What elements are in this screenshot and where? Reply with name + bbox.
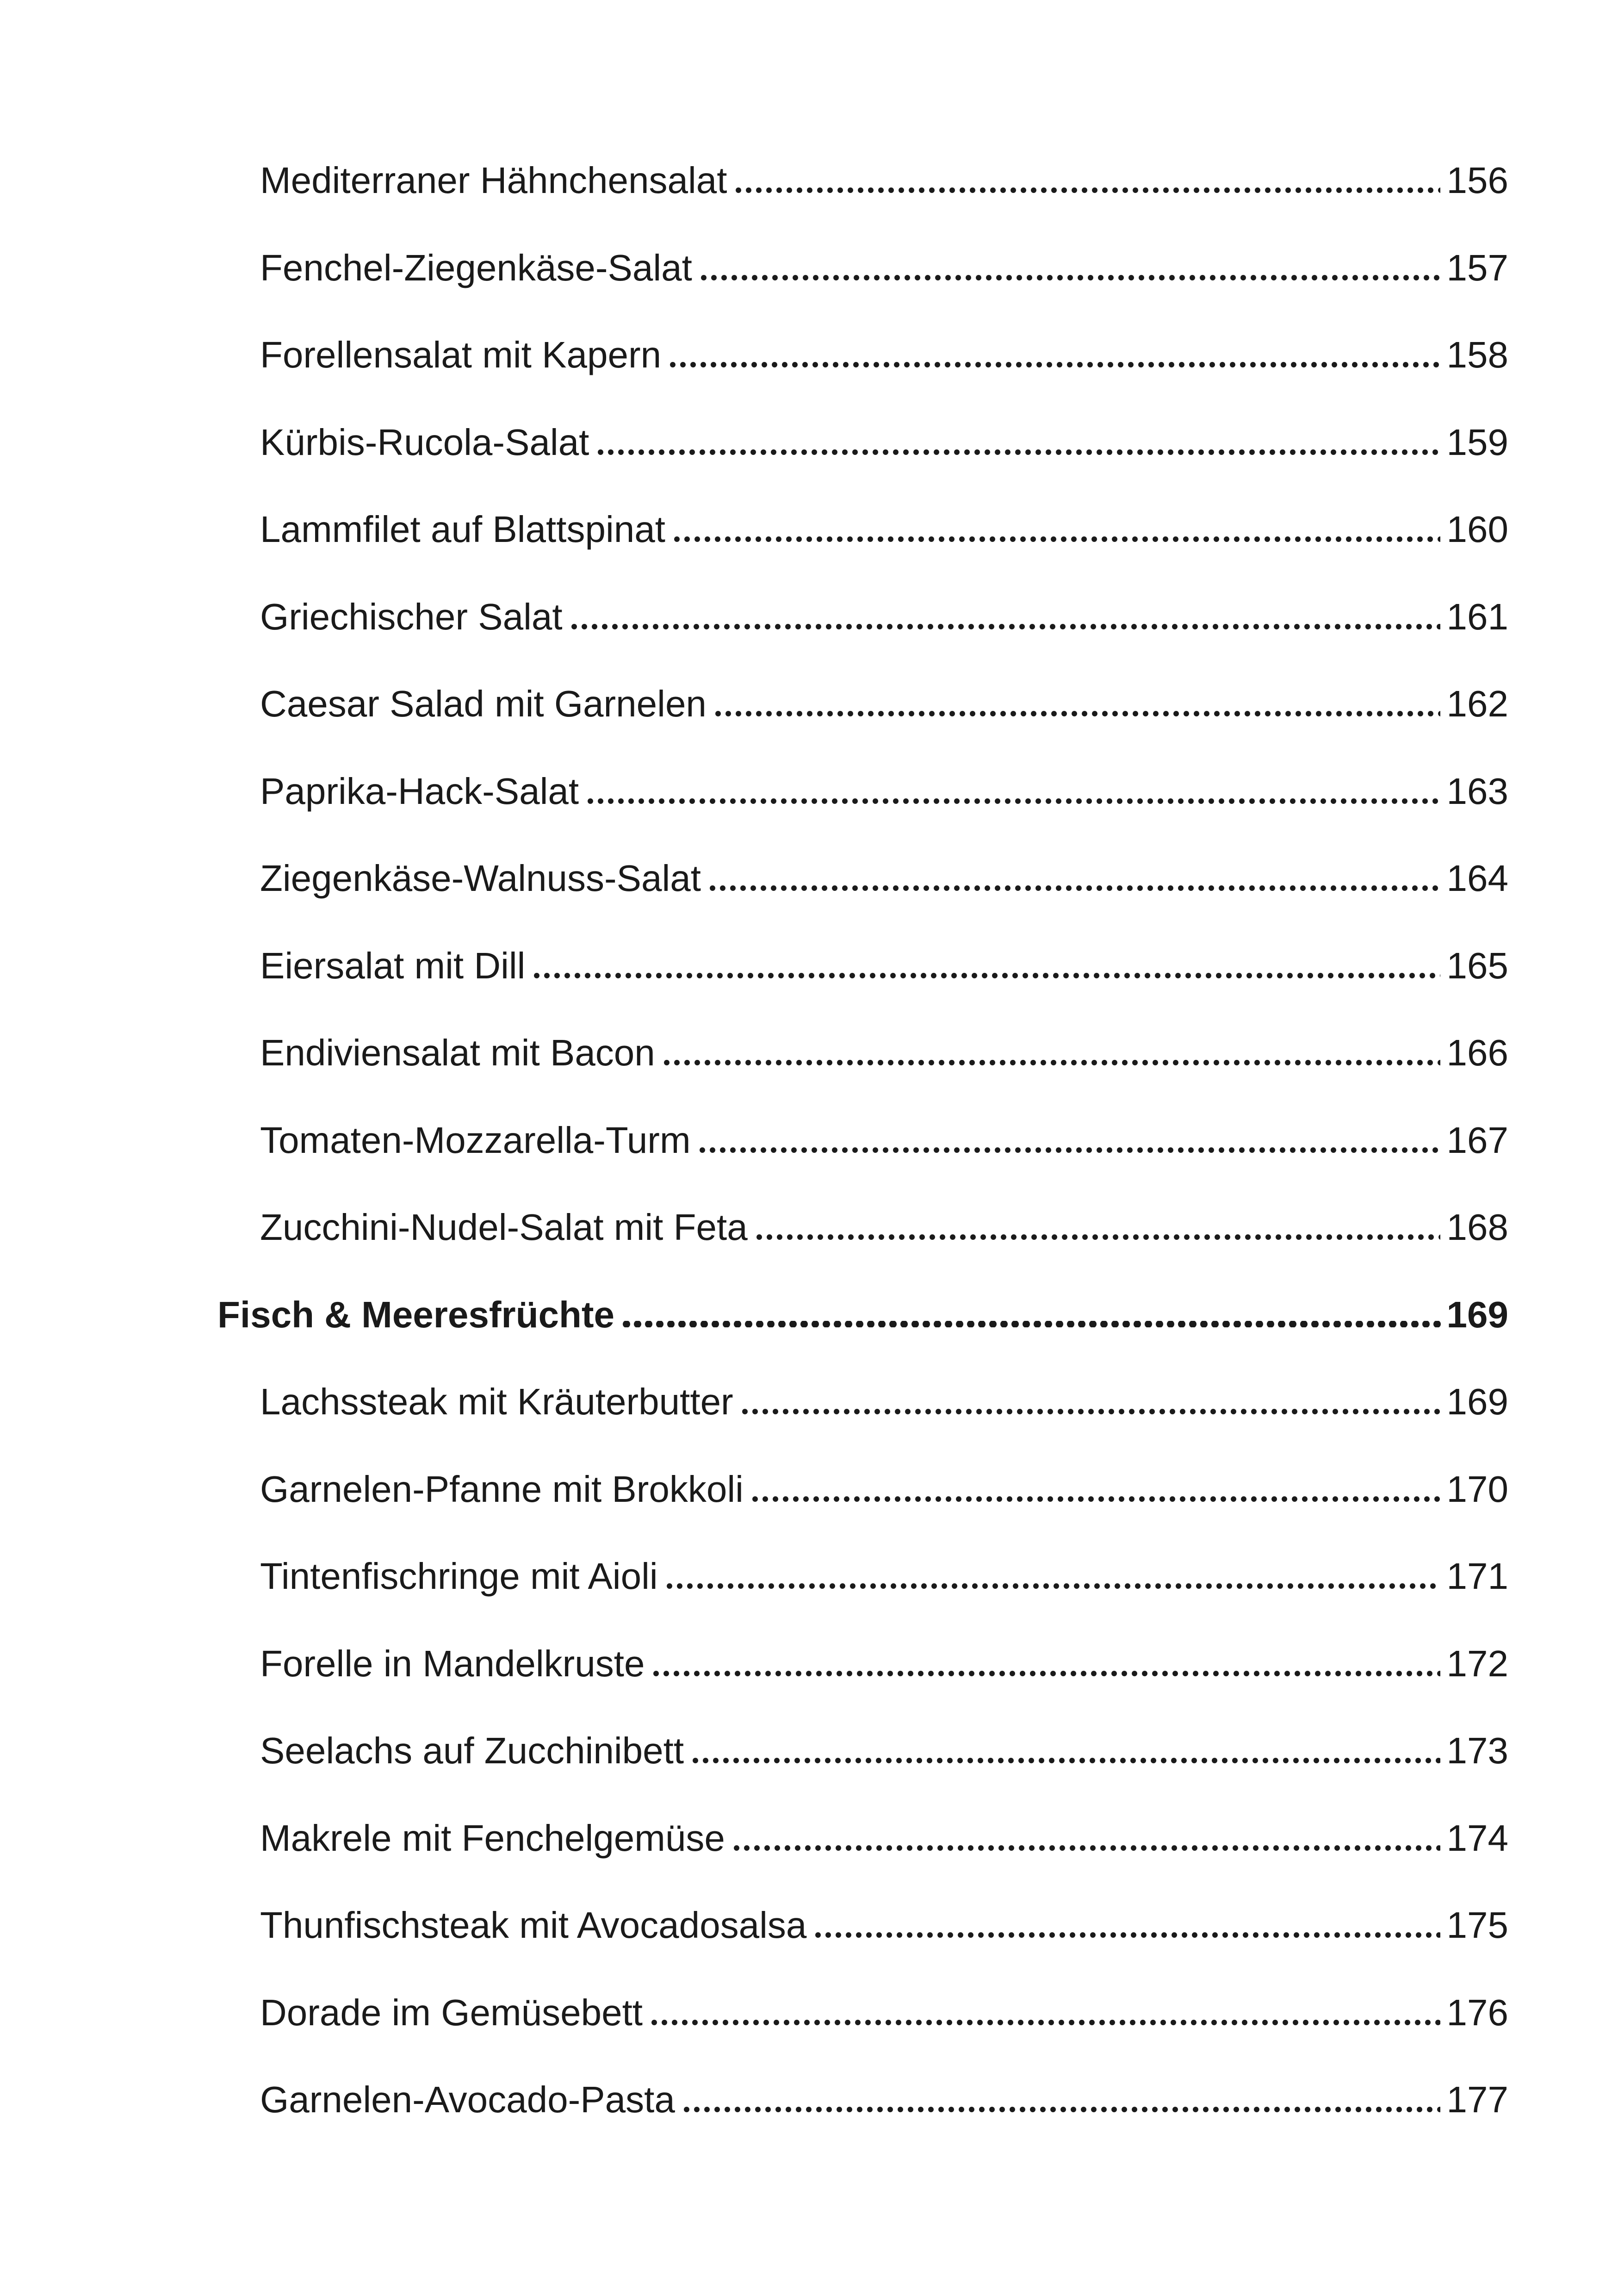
toc-entry-title: Lammfilet auf Blattspinat — [260, 509, 665, 550]
toc-entry-page-number: 169 — [1446, 1381, 1508, 1422]
toc-entry — [217, 1383, 1508, 1471]
toc-entry — [217, 1558, 1508, 1645]
toc-entry — [217, 770, 1508, 860]
dot-leader — [699, 273, 1440, 280]
toc-entry — [217, 947, 1508, 1035]
dot-leader — [682, 2105, 1440, 2112]
toc-entry-title: Griechischer Salat — [260, 596, 563, 637]
dot-leader — [621, 1320, 1444, 1327]
toc-entry-title: Kürbis-Rucola-Salat — [260, 421, 589, 463]
dot-leader — [569, 622, 1440, 629]
toc-entry-title: Ziegenkäse-Walnuss-Salat — [260, 858, 701, 899]
toc-entry — [217, 1209, 1508, 1296]
toc-entry-page-number: 162 — [1446, 683, 1508, 724]
toc-entry-page-number: 174 — [1446, 1817, 1508, 1859]
dot-leader — [733, 186, 1440, 193]
toc-entry — [217, 1034, 1508, 1122]
toc-entry-page-number: 160 — [1446, 509, 1508, 550]
toc-entry-page-number: 177 — [1446, 2079, 1508, 2120]
toc-entry-page-number: 161 — [1446, 596, 1508, 637]
dot-leader — [740, 1407, 1440, 1414]
toc-entry-page-number: 166 — [1446, 1032, 1508, 1073]
toc-entry-title: Caesar Salad mit Garnelen — [260, 683, 707, 724]
dot-leader — [672, 535, 1440, 542]
toc-entry — [217, 1645, 1508, 1733]
toc-entry-title: Forellensalat mit Kapern — [260, 334, 662, 375]
toc-entry-page-number: 163 — [1446, 770, 1508, 812]
dot-leader — [754, 1232, 1440, 1240]
toc-entry — [217, 249, 1508, 337]
toc-entry-title: Fenchel-Ziegenkäse-Salat — [260, 247, 692, 288]
toc-entry-title: Garnelen-Avocado-Pasta — [260, 2079, 675, 2120]
toc-entry-page-number: 170 — [1446, 1468, 1508, 1510]
toc-entry-title: Mediterraner Hähnchensalat — [260, 160, 727, 201]
toc-entry-title: Forelle in Mandelkruste — [260, 1643, 645, 1684]
toc-entry-page-number: 176 — [1446, 1991, 1508, 2033]
toc-section-heading — [217, 1296, 1508, 1384]
toc-entry — [217, 1817, 1508, 1907]
toc-entry-page-number: 175 — [1446, 1904, 1508, 1946]
toc-entry-title: Endiviensalat mit Bacon — [260, 1032, 655, 1073]
toc-entry — [217, 421, 1508, 511]
toc-entry — [217, 860, 1508, 947]
dot-leader — [707, 884, 1440, 891]
dot-leader — [668, 360, 1440, 367]
toc-entry-title: Fisch & Meeresfrüchte — [217, 1294, 615, 1335]
toc-entry — [217, 2081, 1508, 2169]
toc-entry — [217, 1904, 1508, 1994]
toc-entry-page-number: 168 — [1446, 1207, 1508, 1248]
toc-entry-title: Dorade im Gemüsebett — [260, 1991, 643, 2033]
toc-entry-page-number: 159 — [1446, 421, 1508, 463]
toc-entry — [217, 162, 1508, 249]
dot-leader — [585, 796, 1440, 804]
toc-entry-title: Eiersalat mit Dill — [260, 945, 526, 986]
dot-leader — [651, 1669, 1440, 1676]
toc-entry-page-number: 173 — [1446, 1730, 1508, 1771]
toc-entry-title: Paprika-Hack-Salat — [260, 770, 579, 812]
toc-entry-title: Zucchini-Nudel-Salat mit Feta — [260, 1207, 748, 1248]
toc-entry-page-number: 171 — [1446, 1556, 1508, 1597]
toc-entry-title: Tomaten-Mozzarella-Turm — [260, 1119, 691, 1161]
toc-entry-title: Garnelen-Pfanne mit Brokkoli — [260, 1468, 744, 1510]
toc-entry — [217, 1732, 1508, 1820]
toc-entry-title: Seelachs auf Zucchinibett — [260, 1730, 684, 1771]
toc-entry-page-number: 172 — [1446, 1643, 1508, 1684]
table-of-contents — [217, 162, 1508, 2169]
dot-leader — [595, 448, 1440, 455]
toc-entry-title: Thunfischsteak mit Avocadosalsa — [260, 1904, 807, 1946]
toc-entry-page-number: 167 — [1446, 1119, 1508, 1161]
dot-leader — [697, 1145, 1440, 1153]
dot-leader — [532, 971, 1440, 978]
dot-leader — [750, 1494, 1440, 1502]
toc-entry — [217, 1991, 1508, 2082]
toc-entry-page-number: 158 — [1446, 334, 1508, 375]
dot-leader — [732, 1843, 1440, 1851]
toc-entry — [217, 336, 1508, 424]
toc-entry — [217, 1468, 1508, 1558]
toc-entry — [217, 598, 1508, 686]
toc-entry-page-number: 157 — [1446, 247, 1508, 288]
toc-entry-title: Tintenfischringe mit Aioli — [260, 1556, 658, 1597]
dot-leader — [690, 1756, 1440, 1763]
dot-leader — [813, 1930, 1440, 1938]
toc-entry-page-number: 164 — [1446, 858, 1508, 899]
dot-leader — [649, 2018, 1440, 2025]
toc-entry-title: Lachssteak mit Kräuterbutter — [260, 1381, 733, 1422]
dot-leader — [664, 1581, 1440, 1589]
toc-entry-page-number: 156 — [1446, 160, 1508, 201]
toc-entry — [217, 685, 1508, 773]
toc-entry-title: Makrele mit Fenchelgemüse — [260, 1817, 725, 1859]
toc-entry-page-number: 169 — [1446, 1294, 1508, 1335]
toc-entry-page-number: 165 — [1446, 945, 1508, 986]
dot-leader — [713, 709, 1440, 716]
dot-leader — [662, 1058, 1440, 1065]
toc-entry — [217, 1119, 1508, 1209]
toc-entry — [217, 511, 1508, 598]
